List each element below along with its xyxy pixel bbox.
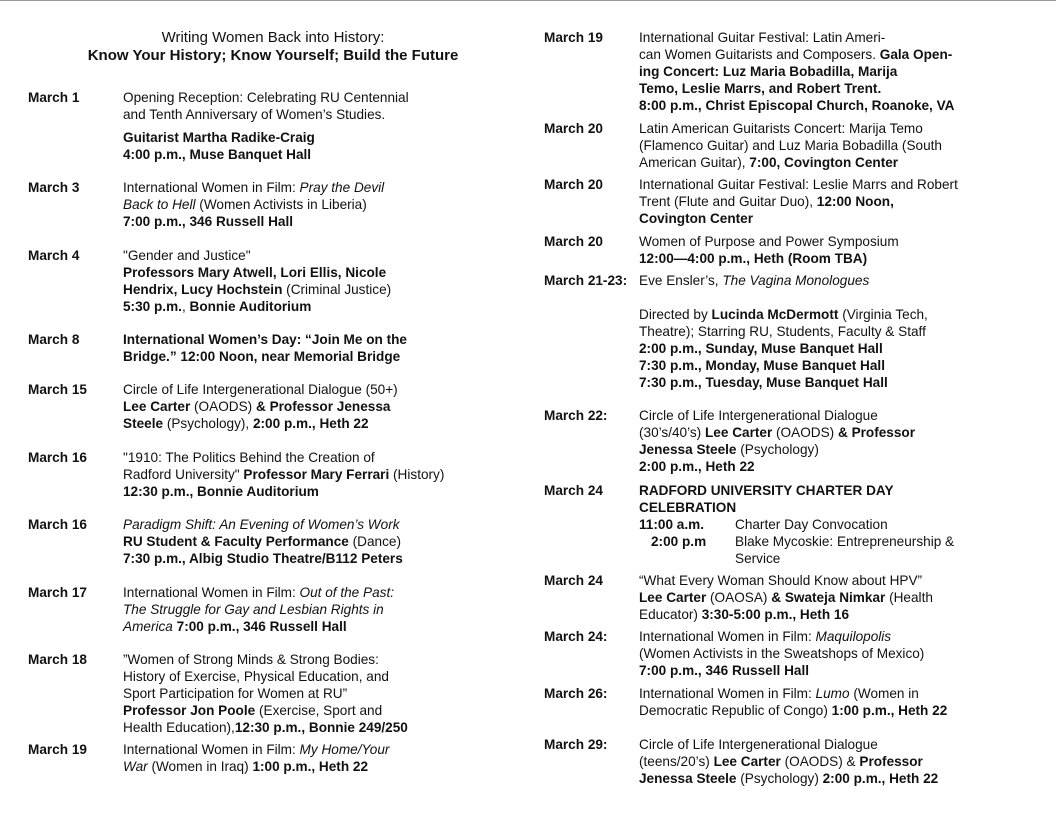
bold-text: Bridge.” 12:00 Noon, near Memorial Bridge — [123, 349, 401, 364]
text-run: Radford University" — [123, 467, 244, 482]
event-text-line — [123, 719, 493, 736]
event-text-line — [639, 645, 1039, 662]
event-text-line — [123, 415, 493, 432]
bold-text: Guitarist Martha Radike-Craig — [123, 130, 315, 145]
text-run: Trent (Flute and Guitar Duo), — [639, 194, 817, 209]
bold-text: Bonnie Auditorium — [189, 299, 312, 314]
text-run: (Women in — [849, 686, 919, 701]
text-run: Educator) — [639, 607, 702, 622]
event-date: March 29: — [544, 737, 608, 752]
event-text-line — [123, 264, 493, 281]
event-text-line — [123, 449, 493, 466]
event-description — [123, 89, 493, 163]
bold-text: 12:00 Noon, — [816, 194, 894, 209]
text-run: Women of Purpose and Power Symposium — [639, 234, 899, 249]
schedule-description: Service — [735, 551, 781, 566]
title-line-2: Know Your History; Know Yourself; Build the Future — [87, 47, 459, 64]
event-text-line — [639, 233, 1039, 250]
schedule-description: Charter Day Convocation — [735, 517, 888, 532]
text-run: Directed by — [639, 307, 712, 322]
text-run: International Women in Film: — [639, 629, 816, 644]
bold-text: Lee Carter — [713, 754, 781, 769]
text-run: Circle of Life Intergenerational Dialogue — [639, 737, 878, 752]
schedule-time: 11:00 a.m. — [639, 517, 704, 532]
event-text-line — [639, 137, 1039, 154]
event-text-line — [639, 154, 1039, 171]
bold-text: Jenessa Steele — [639, 442, 737, 457]
bold-text: 2:00 p.m., Heth 22 — [639, 459, 755, 474]
event-text-line — [639, 46, 1039, 63]
event-text-line — [639, 29, 1039, 46]
title-line-1: Writing Women Back into History: — [161, 29, 385, 46]
event-text-line — [639, 702, 1039, 719]
bold-text: 7:00 p.m., 346 Russell Hall — [123, 214, 294, 229]
event-text-line — [123, 348, 493, 365]
text-run: (Psychology) — [736, 442, 819, 457]
event-text-line — [123, 758, 493, 775]
event-text-line — [639, 736, 1039, 753]
text-run: (OAODS) — [772, 425, 838, 440]
event-text-line — [639, 628, 1039, 645]
event-description — [123, 584, 493, 635]
bold-text: Steele — [123, 416, 164, 431]
schedule-time: 2:00 p.m — [651, 534, 707, 549]
bold-text: Lucinda McDermott — [711, 307, 839, 322]
event-description — [123, 247, 493, 315]
bold-text: 12:00—4:00 p.m., Heth (Room TBA) — [639, 251, 868, 266]
event-description — [639, 29, 1039, 114]
event-text-line — [123, 398, 493, 415]
italic-text: Maquilopolis — [815, 629, 892, 644]
text-run: International Women in Film: — [123, 180, 300, 195]
event-text-line — [123, 146, 493, 163]
event-text-line — [639, 340, 1039, 357]
event-description — [639, 572, 1039, 623]
line-gap — [639, 289, 1039, 306]
bold-text: Professor Mary Ferrari — [243, 467, 390, 482]
text-run: International Women in Film: — [123, 585, 300, 600]
event-text-line — [639, 482, 1039, 499]
text-run: Eve Ensler’s, — [639, 273, 723, 288]
text-run: (Virginia Tech, — [838, 307, 928, 322]
event-text-line — [123, 533, 493, 550]
text-run: (Flamenco Guitar) and Luz Maria Bobadilla (South — [639, 138, 942, 153]
text-run: (teens/20’s) — [639, 754, 714, 769]
event-text-line — [639, 210, 1039, 227]
bold-text: Professor Jon Poole — [123, 703, 256, 718]
text-run: (Women Activists in Liberia) — [195, 197, 367, 212]
bold-text: 7:00, Covington Center — [749, 155, 899, 170]
event-description — [639, 628, 1039, 679]
text-run: Latin American Guitarists Concert: Marija Temo — [639, 121, 923, 136]
italic-text: The Vagina Monologues — [722, 273, 870, 288]
event-text-line — [639, 424, 1039, 441]
event-text-line — [639, 97, 1039, 114]
text-run: History of Exercise, Physical Education, and — [123, 669, 389, 684]
italic-text: Pray the Devil — [299, 180, 385, 195]
event-text-line — [123, 247, 493, 264]
text-run: (30’s/40’s) — [639, 425, 705, 440]
event-date: March 21-23: — [544, 273, 628, 288]
event-date: March 8 — [28, 332, 80, 347]
event-text-line — [123, 584, 493, 601]
bold-text: & Professor Jenessa — [255, 399, 391, 414]
event-text-line — [639, 193, 1039, 210]
event-text-line — [123, 106, 493, 123]
schedule-time — [639, 550, 735, 567]
event-text-line — [123, 466, 493, 483]
bold-text: International Women’s Day: “Join Me on the — [123, 332, 407, 347]
event-description — [639, 407, 1039, 475]
bold-text: Lee Carter — [123, 399, 191, 414]
event-date: March 22: — [544, 408, 608, 423]
event-text-line — [123, 129, 493, 146]
bold-text: 8:00 p.m., Christ Episcopal Church, Roanoke, VA — [639, 98, 955, 113]
event-text-line — [639, 606, 1039, 623]
event-text-line — [639, 63, 1039, 80]
text-run: Theatre); Starring RU, Students, Faculty & Staff — [639, 324, 926, 339]
event-text-line — [123, 668, 493, 685]
italic-text: Paradigm Shift: An Evening of Women’s Work — [123, 517, 400, 532]
text-run: (Health — [885, 590, 933, 605]
event-text-line — [639, 176, 1039, 193]
bold-text: 1:00 p.m., Heth 22 — [831, 703, 948, 718]
schedule-description: Blake Mycoskie: Entrepreneurship & — [735, 534, 955, 549]
italic-text: My Home/Your — [299, 742, 390, 757]
italic-text: War — [123, 759, 148, 774]
event-text-line — [123, 298, 493, 315]
event-text-line — [123, 550, 493, 567]
bold-text: 1:00 p.m., Heth 22 — [252, 759, 369, 774]
event-text-line — [639, 374, 1039, 391]
event-text-line — [639, 572, 1039, 589]
event-description — [639, 685, 1039, 719]
event-date: March 18 — [28, 652, 87, 667]
bold-text: 2:00 p.m., Heth 22 — [822, 771, 939, 786]
italic-text: Back to Hell — [123, 197, 196, 212]
bold-text: CELEBRATION — [639, 500, 737, 515]
event-text-line — [123, 741, 493, 758]
text-run: Circle of Life Intergenerational Dialogue (50+) — [123, 382, 398, 397]
event-text-line — [123, 483, 493, 500]
event-date: March 3 — [28, 180, 80, 195]
text-run: Opening Reception: Celebrating RU Centennial — [123, 90, 409, 105]
event-text-line — [123, 179, 493, 196]
event-description — [123, 741, 493, 775]
event-text-line — [639, 499, 1039, 516]
text-run: (OAODS) — [190, 399, 256, 414]
event-text-line — [639, 458, 1039, 475]
event-date: March 17 — [28, 585, 87, 600]
event-text-line — [639, 407, 1039, 424]
event-date: March 24 — [544, 573, 603, 588]
text-run: Circle of Life Intergenerational Dialogue — [639, 408, 878, 423]
event-text-line — [639, 272, 1039, 289]
text-run: and Tenth Anniversary of Women’s Studies. — [123, 107, 386, 122]
text-run: (Exercise, Sport and — [255, 703, 383, 718]
event-text-line — [639, 357, 1039, 374]
event-description — [639, 482, 1039, 567]
event-text-line — [639, 306, 1039, 323]
text-run: (Psychology) — [736, 771, 823, 786]
event-text-line — [639, 685, 1039, 702]
event-date: March 24 — [544, 483, 603, 498]
text-run: International Women in Film: — [639, 686, 816, 701]
bold-text: RU Student & Faculty Performance — [123, 534, 349, 549]
text-run: International Women in Film: — [123, 742, 300, 757]
event-text-line — [639, 120, 1039, 137]
text-run: International Guitar Festival: Latin Ameri- — [639, 30, 886, 45]
italic-text: Lumo — [815, 686, 850, 701]
event-date: March 20 — [544, 121, 603, 136]
event-date: March 26: — [544, 686, 608, 701]
bold-text: Jenessa Steele — [639, 771, 737, 786]
event-date: March 19 — [544, 30, 603, 45]
event-description — [123, 516, 493, 567]
bold-text: RADFORD UNIVERSITY CHARTER DAY — [639, 483, 894, 498]
bold-text: Gala Open- — [879, 47, 953, 62]
event-description — [123, 651, 493, 736]
schedule-row — [639, 516, 1039, 533]
event-date: March 20 — [544, 177, 603, 192]
page-title — [28, 29, 518, 65]
bold-text: 7:30 p.m., Tuesday, Muse Banquet Hall — [639, 375, 888, 390]
italic-text: Out of the Past: — [299, 585, 394, 600]
bold-text: Lee Carter — [705, 425, 773, 440]
event-text-line — [123, 702, 493, 719]
text-run: (Women Activists in the Sweatshops of Mexico) — [639, 646, 925, 661]
event-date: March 20 — [544, 234, 603, 249]
event-text-line — [123, 618, 493, 635]
event-date: March 1 — [28, 90, 80, 105]
text-run: Sport Participation for Women at RU” — [123, 686, 348, 701]
text-run: American Guitar), — [639, 155, 750, 170]
event-text-line — [639, 770, 1039, 787]
event-description — [639, 176, 1039, 227]
text-run: (Criminal Justice) — [282, 282, 392, 297]
event-date: March 24: — [544, 629, 608, 644]
bold-text: ing Concert: Luz Maria Bobadilla, Marija — [639, 64, 898, 79]
bold-text: 5:30 p.m. — [123, 299, 182, 314]
event-text-line — [123, 685, 493, 702]
text-run: International Guitar Festival: Leslie Marrs and Robert — [639, 177, 958, 192]
text-run: ”Women of Strong Minds & Strong Bodies: — [123, 652, 379, 667]
bold-text: Hendrix, Lucy Hochstein — [123, 282, 283, 297]
bold-text: 7:30 p.m., Albig Studio Theatre/B112 Peters — [123, 551, 403, 566]
bold-text: 12:30 p.m., Bonnie Auditorium — [123, 484, 319, 499]
text-run: (Women in Iraq) — [147, 759, 253, 774]
text-run: can Women Guitarists and Composers. — [639, 47, 880, 62]
text-run: "Gender and Justice" — [123, 248, 251, 263]
bold-text: Professors Mary Atwell, Lori Ellis, Nicole — [123, 265, 387, 280]
bold-text: Lee Carter — [639, 590, 707, 605]
text-run: Health Education), — [123, 720, 235, 735]
event-text-line — [639, 589, 1039, 606]
event-description — [123, 331, 493, 365]
bold-text: 2:00 p.m., Heth 22 — [252, 416, 369, 431]
bold-text: Covington Center — [639, 211, 754, 226]
event-text-line — [639, 662, 1039, 679]
text-run: (OAODS) & — [780, 754, 860, 769]
text-run: (Dance) — [348, 534, 401, 549]
text-run: (OAOSA) — [706, 590, 772, 605]
event-text-line — [123, 89, 493, 106]
event-description — [123, 381, 493, 432]
bold-text: Temo, Leslie Marrs, and Robert Trent. — [639, 81, 882, 96]
italic-text: America — [123, 619, 173, 634]
event-text-line — [123, 331, 493, 348]
event-text-line — [639, 753, 1039, 770]
text-run: Democratic Republic of Congo) — [639, 703, 832, 718]
event-description — [123, 449, 493, 500]
event-text-line — [123, 196, 493, 213]
bold-text: & Professor — [837, 425, 916, 440]
schedule-row — [639, 533, 1039, 550]
event-description — [639, 736, 1039, 787]
event-text-line — [123, 651, 493, 668]
text-run: "1910: The Politics Behind the Creation of — [123, 450, 375, 465]
event-description — [639, 120, 1039, 171]
text-run: (Psychology), — [163, 416, 253, 431]
text-run: (History) — [389, 467, 445, 482]
bold-text: Professor — [859, 754, 923, 769]
event-date: March 15 — [28, 382, 87, 397]
bold-text: & Swateja Nimkar — [771, 590, 886, 605]
event-text-line — [123, 281, 493, 298]
event-description — [639, 272, 1039, 391]
event-date: March 16 — [28, 517, 87, 532]
event-text-line — [123, 516, 493, 533]
event-text-line — [639, 323, 1039, 340]
event-date: March 16 — [28, 450, 87, 465]
text-run: , — [181, 299, 190, 314]
event-date: March 4 — [28, 248, 80, 263]
event-date: March 19 — [28, 742, 87, 757]
bold-text: 4:00 p.m., Muse Banquet Hall — [123, 147, 312, 162]
bold-text: 7:00 p.m., 346 Russell Hall — [172, 619, 347, 634]
event-text-line — [639, 441, 1039, 458]
bold-text: 7:00 p.m., 346 Russell Hall — [639, 663, 810, 678]
top-border-line — [0, 0, 1056, 1]
event-description — [639, 233, 1039, 267]
bold-text: 3:30-5:00 p.m., Heth 16 — [701, 607, 850, 622]
event-text-line — [123, 601, 493, 618]
bold-text: 12:30 p.m., Bonnie 249/250 — [234, 720, 408, 735]
event-text-line — [639, 80, 1039, 97]
event-text-line — [639, 250, 1039, 267]
text-run: “What Every Woman Should Know about HPV” — [639, 573, 923, 588]
event-description — [123, 179, 493, 230]
bold-text: 7:30 p.m., Monday, Muse Banquet Hall — [639, 358, 885, 373]
event-text-line — [123, 213, 493, 230]
bold-text: 2:00 p.m., Sunday, Muse Banquet Hall — [639, 341, 883, 356]
italic-text: The Struggle for Gay and Lesbian Rights in — [123, 602, 384, 617]
event-text-line — [123, 381, 493, 398]
schedule-row — [639, 550, 1039, 567]
